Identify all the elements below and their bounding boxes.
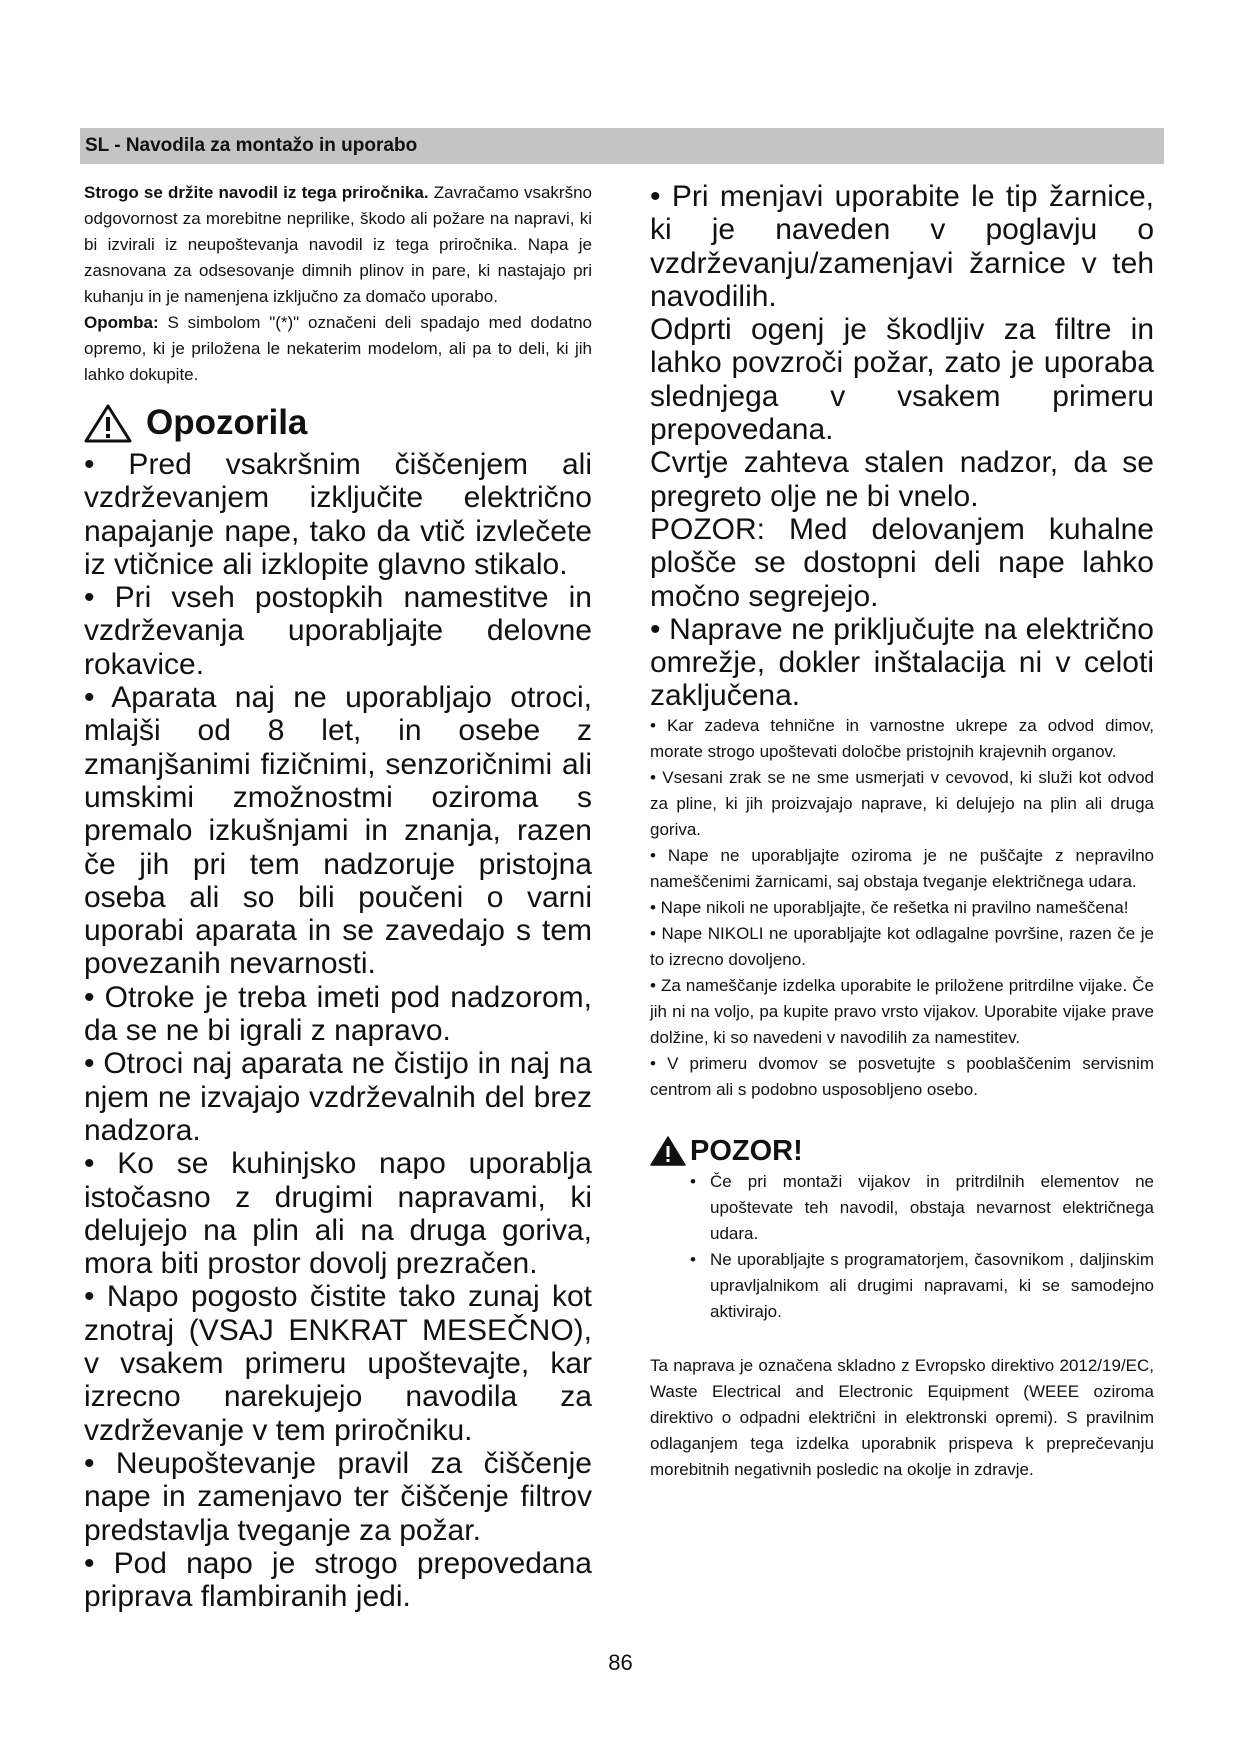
intro-paragraph — [84, 180, 592, 310]
warning-item: • Ko se kuhinjsko napo uporablja istočasno z drugimi napravami, ki delujejo na plin ali na druga goriva, mora biti prostor dovolj prezračen. — [84, 1147, 592, 1281]
warnings-list — [84, 448, 592, 1613]
warning-item: • Pod napo je strogo prepovedana priprava flambiranih jedi. — [84, 1546, 592, 1614]
pozor-heading — [650, 1135, 1154, 1167]
right-small-item: • V primeru dvomov se posvetujte s pooblaščenim servisnim centrom ali s podobno usposobljeno osebo. — [650, 1053, 1154, 1099]
section-header-title: SL - Navodila za montažo in uporabo — [85, 135, 418, 156]
pozor-item — [690, 1169, 1154, 1247]
warning-triangle-filled-icon — [650, 1136, 686, 1166]
warning-item: • Otroke je treba imeti pod nadzorom, da se ne bi igrali z napravo. — [84, 980, 592, 1048]
pozor-title: POZOR! — [690, 1134, 803, 1167]
right-large-item: Cvrtje zahteva stalen nadzor, da se pregreto olje ne bi vnelo. — [650, 446, 1154, 513]
left-column — [84, 180, 592, 1613]
right-small-item: • Kar zadeva tehnične in varnostne ukrepe za odvod dimov, morate strogo upoštevati določbe pristojnih krajevnih organov. — [650, 715, 1154, 761]
warnings-title: Opozorila — [146, 403, 308, 442]
section-header — [80, 128, 1164, 164]
pozor-item-text: Če pri montaži vijakov in pritrdilnih elementov ne upoštevate teh navodil, obstaja nevarnost električnega udara. — [710, 1171, 1154, 1243]
right-large-item: • Pri menjavi uporabite le tip žarnice, ki je naveden v poglavju o vzdrževanju/zamenjavi žarnice v teh navodilih. — [650, 180, 1154, 313]
right-small-item: • Nape NIKOLI ne uporabljajte kot odlagalne površine, razen če je to izrecno dovoljeno. — [650, 923, 1154, 969]
intro-text: Zavračamo vsakršno odgovornost za morebitne neprilike, škodo ali požare na napravi, ki bi izvirali iz neupoštevanja navodil iz tega priročnika. Napa je zasnovana za odsesovanje dimnih plinov in pare, ki nastajajo pri kuhanju in je namenjena izključno za domačo uporabo. — [84, 183, 592, 306]
note-label: Opomba: — [84, 313, 159, 332]
right-large-item: Odprti ogenj je škodljiv za filtre in lahko povzroči požar, zato je uporaba slednjega v vsakem primeru prepovedana. — [650, 313, 1154, 447]
warning-item: • Pred vsakršnim čiščenjem ali vzdrževanjem izključite električno napajanje nape, tako da vtič izvlečete iz vtičnice ali izklopite glavno stikalo. — [84, 448, 592, 581]
note-text: S simbolom "(*)" označeni deli spadajo med dodatno opremo, ki je priložena le nekaterim modelom, ali pa to deli, ki jih lahko dokupite. — [84, 313, 592, 384]
pozor-item — [690, 1247, 1154, 1325]
bullet: • — [690, 1249, 696, 1269]
right-column — [650, 180, 1154, 1483]
right-large-list — [650, 180, 1154, 713]
bullet: • — [690, 1171, 696, 1191]
right-small-item: • Nape nikoli ne uporabljajte, če rešetka ni pravilno nameščena! — [650, 897, 1129, 917]
page-number: 86 — [608, 1650, 633, 1675]
right-large-item: • Naprave ne priključujte na električno omrežje, dokler inštalacija ni v celoti zaključena. — [650, 612, 1154, 713]
right-small-item: • Za nameščanje izdelka uporabite le priložene pritrdilne vijake. Če jih ni na voljo, pa kupite pravo vrsto vijakov. Uporabite vijake prave dolžine, ki so navedeni v navodilih za namestitev. — [650, 975, 1154, 1047]
right-large-item: POZOR: Med delovanjem kuhalne plošče se dostopni deli nape lahko močno segrejejo. — [650, 512, 1154, 613]
pozor-list — [650, 1169, 1154, 1325]
warning-triangle-outline-icon — [84, 403, 132, 443]
intro-bold-lead: Strogo se držite navodil iz tega priročnika. — [84, 183, 429, 202]
right-small-list — [650, 713, 1154, 1103]
warnings-heading — [84, 402, 592, 444]
warning-item: • Napo pogosto čistite tako zunaj kot znotraj (VSAJ ENKRAT MESEČNO), v vsakem primeru upoštevajte, kar izrecno narekujejo navodila za vzdrževanje v tem priročniku. — [84, 1280, 592, 1447]
weee-paragraph: Ta naprava je označena skladno z Evropsko direktivo 2012/19/EC, Waste Electrical and Electronic Equipment (WEEE oziroma direktivo o odpadni električni in elektronski opremi). S pravilnim odlaganjem tega izdelka uporabnik prispeva k preprečevanju morebitnih negativnih posledic na okolje in zdravje. — [650, 1355, 1154, 1479]
warning-item: • Aparata naj ne uporabljajo otroci, mlajši od 8 let, in osebe z zmanjšanimi fizičnimi, senzoričnimi ali umskimi zmožnostmi oziroma s premalo izkušnjami in znanja, razen če jih pri tem nadzoruje pristojna oseba ali so bili poučeni o varni uporabi aparata in se zavedajo s tem povezanih nevarnosti. — [84, 681, 592, 981]
pozor-item-text: Ne uporabljajte s programatorjem, časovnikom , daljinskim upravljalnikom ali drugimi napravami, ki se samodejno aktivirajo. — [710, 1249, 1154, 1321]
warning-item: • Pri vseh postopkih namestitve in vzdrževanja uporabljajte delovne rokavice. — [84, 581, 592, 681]
warning-item: • Neupoštevanje pravil za čiščenje nape in zamenjavo ter čiščenje filtrov predstavlja tveganje za požar. — [84, 1446, 592, 1547]
right-small-item: • Vsesani zrak se ne sme usmerjati v cevovod, ki služi kot odvod za pline, ki jih proizvajajo naprave, ki delujejo na plin ali druga goriva. — [650, 767, 1154, 839]
right-small-item: • Nape ne uporabljajte oziroma je ne puščajte z nepravilno nameščenimi žarnicami, saj obstaja tveganje električnega udara. — [650, 845, 1154, 891]
warning-item: • Otroci naj aparata ne čistijo in naj na njem ne izvajajo vzdrževalnih del brez nadzora. — [84, 1047, 592, 1147]
note-paragraph — [84, 310, 592, 388]
